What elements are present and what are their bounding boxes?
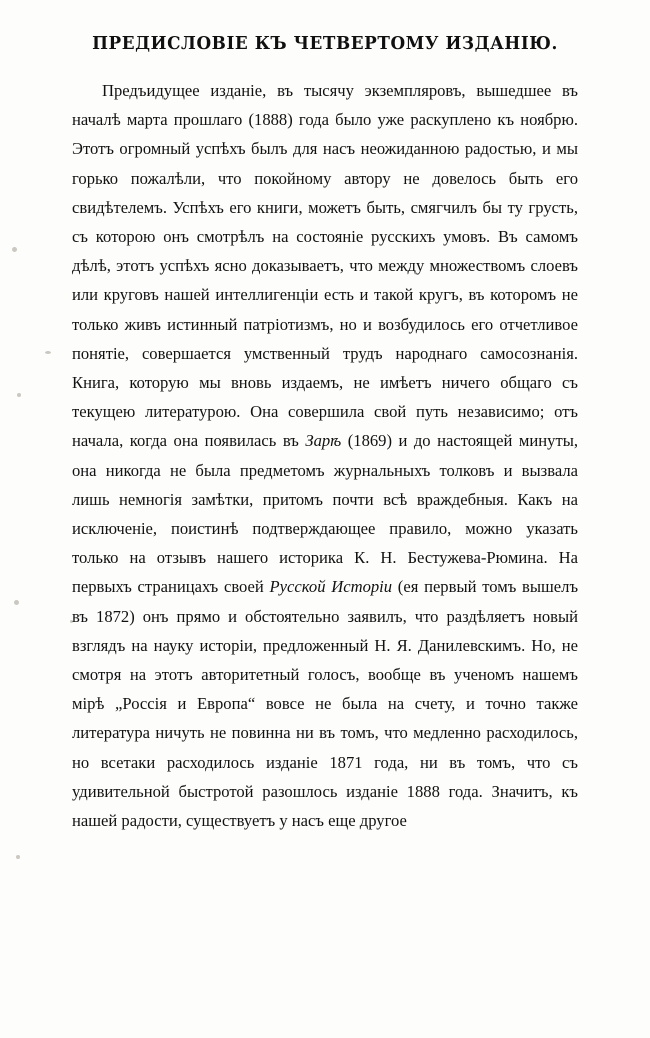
body-text bbox=[72, 76, 578, 835]
page-speck bbox=[12, 247, 17, 252]
page-speck bbox=[45, 351, 51, 354]
page-title: ПРЕДИСЛОВІЕ КЪ ЧЕТВЕРТОМУ ИЗДАНІЮ. bbox=[92, 34, 558, 54]
page-speck bbox=[16, 855, 20, 859]
page-speck bbox=[17, 393, 21, 397]
italic-title: Русской Исторіи bbox=[269, 577, 393, 597]
page-speck bbox=[14, 600, 19, 605]
italic-title: Зарѣ bbox=[305, 431, 342, 451]
page-content bbox=[72, 34, 578, 835]
body-paragraph: Предъидущее изданіе, въ тысячу экземпляровъ, вышедшее въ началѣ марта прошлаго (1888) года было уже раскуплено къ ноябрю. Этотъ огромный успѣхъ былъ для насъ неожиданною радостью, и мы горько пожалѣли, что покойному автору не довелось быть его свидѣтелемъ. Успѣхъ его книги, можетъ быть, смягчилъ бы ту грусть, съ которою онъ смотрѣлъ на состояніе русскихъ умовъ. Въ самомъ дѣлѣ, этотъ успѣхъ ясно доказываетъ, что между множествомъ слоевъ или круговъ нашей интеллигенціи есть и такой кругъ, въ которомъ не только живъ истинный патріотизмъ, но и возбудилось его отчетливое понятіе, совершается умственный трудъ народнаго самосознанія. Книга, которую мы вновь издаемъ, не имѣетъ ничего общаго съ текущею литературою. Она совершила свой путь независимо; отъ начала, когда она появилась въ Зарѣ (1869) и до настоящей минуты, она никогда не была предметомъ журнальныхъ толковъ и вызвала лишь немногія замѣтки, притомъ почти всѣ враждебныя. Какъ на исключеніе, поистинѣ подтверждающее правило, можно указать только на отзывъ нашего историка К. Н. Бестужева-Рюмина. На первыхъ страницахъ своей Русской Исторіи (ея первый томъ вышелъ въ 1872) онъ прямо и обстоятельно заявилъ, что раздѣляетъ новый взглядъ на науку исторіи, предложенный Н. Я. Данилевскимъ. Но, не смотря на этотъ авторитетный голосъ, вообще въ ученомъ нашемъ мірѣ „Россія и Европа“ вовсе не была на счету, и точно также литература ничуть не повинна ни въ томъ, что медленно расходилось, но всетаки расходилось изданіе 1871 года, ни въ томъ, что съ удивительной быстротой разошлось изданіе 1888 года. Значитъ, къ нашей радости, существуетъ у насъ еще другое bbox=[72, 81, 579, 831]
